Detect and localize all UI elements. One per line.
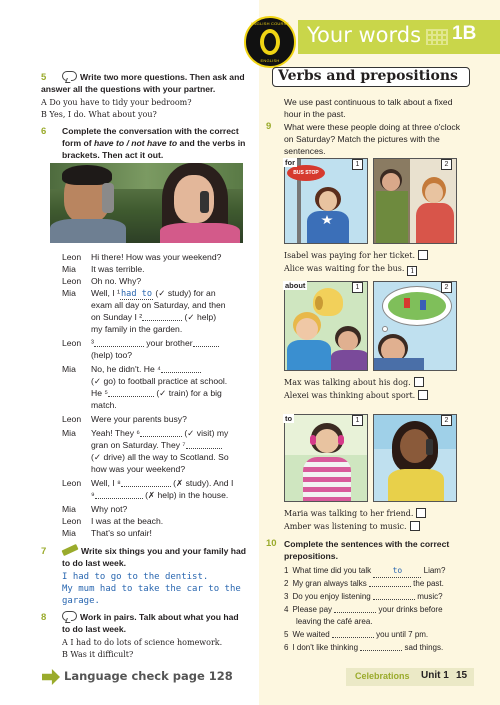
dialogue-line: ⁹ (✗ help) in the house. — [91, 490, 229, 500]
picture-boy-dreaming-football — [373, 281, 457, 371]
picture-number: 1 — [352, 415, 363, 426]
dialogue-speaker: Leon — [62, 252, 82, 262]
dialogue-line: Hi there! How was your weekend? — [91, 252, 222, 262]
answer-box[interactable] — [418, 250, 428, 260]
ex10-number: 10 — [266, 538, 277, 549]
picture-girl-with-headphones — [284, 414, 368, 502]
picture-boy-with-dog — [284, 281, 368, 371]
dialogue-speaker: Mia — [62, 528, 76, 538]
dialogue-line: how was your weekend? — [91, 464, 186, 474]
ex9-sentence: Max was talking about his dog. — [284, 377, 424, 389]
answer-gap[interactable] — [121, 478, 171, 487]
ex8-instruction-1: Work in pairs. Talk about what you had — [62, 611, 239, 623]
logo-bottom-text: ENGLISH — [260, 58, 280, 63]
dialogue-line: (✓ go) to football practice at school. — [91, 376, 228, 386]
vp-intro-1: We use past continuous to talk about a fixed — [284, 97, 453, 107]
dialogue-line: Were your parents busy? — [91, 414, 187, 424]
ex7-instruction-2: to do last week. — [62, 558, 126, 568]
ex5-instruction-1: Write two more questions. Then ask and — [62, 71, 245, 83]
ex9-instruction-1: What were these people doing at three o'clock — [284, 122, 461, 132]
brand-logo — [244, 16, 296, 68]
answer-gap[interactable]: to — [373, 565, 421, 578]
dialogue-speaker: Leon — [62, 338, 82, 348]
grid-pattern-icon — [426, 29, 448, 45]
vp-intro-2: hour in the past. — [284, 109, 346, 119]
dialogue-line: my family in the garden. — [91, 324, 183, 334]
ex9-instruction-2: on Saturday? Match the pictures with the — [284, 134, 440, 144]
preposition-tag: to — [285, 414, 293, 423]
ex8-line-b: B Was it difficult? — [62, 650, 134, 659]
ex5-number: 5 — [41, 72, 47, 83]
ex9-sentence: Maria was talking to her friend. — [284, 508, 426, 520]
answer-gap[interactable] — [373, 591, 415, 600]
ex10-instruction-1: Complete the sentences with the correct — [284, 539, 450, 549]
answer-gap[interactable] — [108, 388, 154, 397]
preposition-tag: for — [285, 158, 295, 167]
ex5-line-b: B Yes, I do. What about you? — [41, 110, 157, 119]
ex5-line-a: A Do you have to tidy your bedroom? — [41, 98, 192, 107]
dialogue-line: Well, I ¹had to (✓ study) for an — [91, 288, 216, 299]
speech-bubble-icon — [62, 611, 77, 621]
ex9-sentence: Alexei was thinking about sport. — [284, 390, 428, 402]
answer-box[interactable] — [416, 508, 426, 518]
answer-gap[interactable] — [186, 440, 222, 449]
ex7-handwritten-2: My mum had to take the car to the — [62, 584, 241, 594]
dialogue-line: He ⁵ (✓ train) for a big — [91, 388, 222, 398]
unit-label: 1B — [452, 23, 477, 44]
picture-bus-stop — [284, 158, 368, 244]
dialogue-line: (help) too? — [91, 350, 133, 360]
ex9-instruction-3: sentences. — [284, 146, 326, 156]
ex10-item: 4 Please pay your drinks before — [284, 605, 443, 614]
answer-box[interactable] — [410, 521, 420, 531]
dialogue-speaker: Mia — [62, 428, 76, 438]
ex6-instruction-3: brackets. Then act it out. — [62, 150, 164, 160]
answer-gap[interactable] — [332, 629, 374, 638]
picture-number: 1 — [352, 159, 363, 170]
photo-teens-on-phone — [50, 163, 243, 243]
dialogue-line: That's so unfair! — [91, 528, 152, 538]
bus-stop-sign: BUS STOP — [287, 165, 325, 181]
ex9-sentence: Alice was waiting for the bus. 1 — [284, 263, 417, 276]
footer-section-name: Celebrations — [355, 671, 410, 681]
ex9-sentence: Amber was listening to music. — [284, 521, 420, 533]
section-title: Verbs and prepositions — [278, 68, 458, 84]
dialogue-line: match. — [91, 400, 117, 410]
dialogue-line: I was at the beach. — [91, 516, 164, 526]
language-check-link[interactable]: Language check page 128 — [64, 669, 233, 683]
dialogue-speaker: Mia — [62, 288, 76, 298]
ex8-line-a: A I had to do lots of science homework. — [62, 638, 223, 647]
ex10-item: 1 What time did you talk to Liam? — [284, 565, 445, 578]
answer-gap[interactable]: had to — [120, 289, 153, 299]
picture-number: 2 — [441, 415, 452, 426]
answer-box[interactable] — [414, 377, 424, 387]
answer-box[interactable]: 1 — [407, 266, 417, 276]
dialogue-speaker: Mia — [62, 264, 76, 274]
pencil-icon — [61, 544, 78, 556]
ex8-number: 8 — [41, 612, 47, 623]
dialogue-line: Yeah! They ⁶ (✓ visit) my — [91, 428, 229, 438]
ex6-instruction-1: Complete the conversation with the correct — [62, 126, 239, 136]
dialogue-line: No, he didn't. He ⁴ — [91, 363, 201, 375]
ex10-item-continued: leaving the café area. — [296, 617, 373, 626]
picture-number: 2 — [441, 159, 452, 170]
answer-gap[interactable] — [193, 338, 219, 347]
dialogue-line: Oh no. Why? — [91, 276, 142, 286]
answer-gap[interactable] — [161, 364, 201, 373]
page-number: 15 — [456, 670, 468, 681]
ex7-handwritten-1: I had to go to the dentist. — [62, 572, 209, 582]
dialogue-line: exam all day on Saturday, and then — [91, 300, 226, 310]
ex9-sentence: Isabel was paying for her ticket. — [284, 250, 428, 262]
footer-unit: Unit 1 — [421, 670, 449, 681]
dialogue-speaker: Leon — [62, 516, 82, 526]
dialogue-line: (✓ drive) all the way to Scotland. So — [91, 452, 229, 462]
ex10-item: 2 My gran always talks the past. — [284, 579, 444, 588]
ex8-instruction-2: to do last week. — [62, 624, 126, 634]
ex7-instruction-1: Write six things you and your family had — [62, 545, 246, 557]
picture-ticket-counter — [373, 158, 457, 244]
page-title: Your words — [307, 23, 422, 47]
ex7-number: 7 — [41, 546, 47, 557]
picture-girl-on-phone — [373, 414, 457, 502]
dialogue-line: Well, I ⁸ (✗ study). And I — [91, 478, 234, 488]
ex9-number: 9 — [266, 121, 272, 132]
dialogue-line: gran on Saturday. They ⁷ — [91, 439, 222, 451]
dialogue-speaker: Leon — [62, 478, 82, 488]
dialogue-line: Why not? — [91, 504, 128, 514]
speech-bubble-icon — [62, 71, 77, 81]
answer-gap[interactable] — [142, 312, 182, 321]
answer-gap[interactable] — [95, 490, 143, 499]
dialogue-speaker: Mia — [62, 364, 76, 374]
ex10-item: 5 We waited you until 7 pm. — [284, 630, 429, 639]
dialogue-line: on Sunday I ² (✓ help) — [91, 312, 217, 322]
answer-gap[interactable] — [334, 604, 376, 613]
ex10-instruction-2: prepositions. — [284, 551, 338, 561]
ex6-number: 6 — [41, 126, 47, 137]
ex10-item: 6 I don't like thinking sad things. — [284, 643, 444, 652]
answer-gap[interactable] — [140, 428, 182, 437]
answer-gap[interactable] — [94, 338, 144, 347]
ex5-instruction-2: answer all the questions with your partner. — [41, 84, 216, 94]
dialogue-speaker: Leon — [62, 276, 82, 286]
logo-top-text: ENGLISH COURSE — [250, 21, 290, 26]
answer-box[interactable] — [418, 390, 428, 400]
dialogue-speaker: Leon — [62, 414, 82, 424]
dialogue-line: It was terrible. — [91, 264, 145, 274]
ex10-item: 3 Do you enjoy listening music? — [284, 592, 443, 601]
answer-gap[interactable] — [369, 578, 411, 587]
ex6-instruction-2: form of have to / not have to and the verbs in — [62, 138, 246, 148]
preposition-tag: about — [285, 281, 306, 290]
ex7-handwritten-3: garage. — [62, 596, 100, 606]
dialogue-speaker: Mia — [62, 504, 76, 514]
logo-ring-icon — [260, 29, 280, 55]
picture-number: 2 — [441, 282, 452, 293]
picture-number: 1 — [352, 282, 363, 293]
dialogue-line: ³ your brother — [91, 337, 219, 349]
answer-gap[interactable] — [360, 642, 402, 651]
